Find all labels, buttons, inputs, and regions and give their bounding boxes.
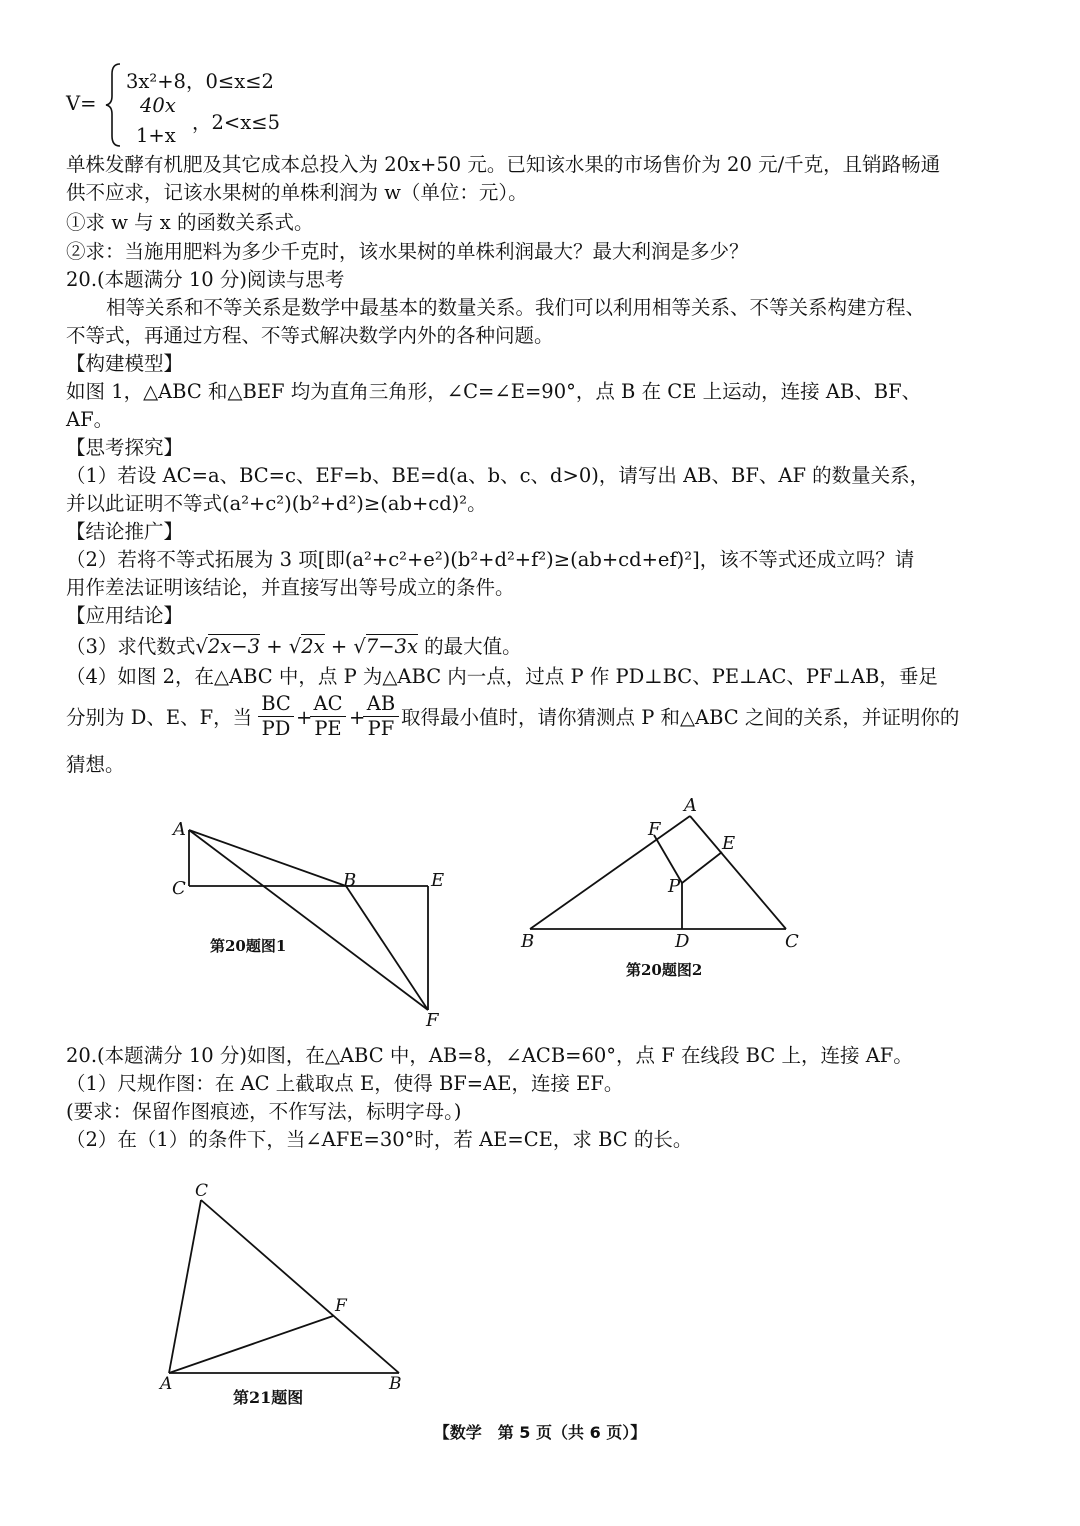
q19-item2: ②求：当施用肥料为多少千克时，该水果树的单株利润最大？最大利润是多少？ xyxy=(66,240,749,263)
fig3-label-c: C xyxy=(195,1181,209,1201)
segment-pe xyxy=(682,852,722,883)
page-footer: 【数学 第 5 页（共 6 页）】 xyxy=(433,1423,647,1442)
fraction-numerator: AB xyxy=(366,692,396,715)
sqrt-icon: √ xyxy=(195,635,208,658)
plus-sign-1: + xyxy=(266,635,283,658)
case2-condition: ，2<x≤5 xyxy=(192,111,280,134)
q19-line2: 供不应求，记该水果树的单株利润为 w（单位：元）。 xyxy=(66,181,528,204)
part4-prefix: 分别为 D、E、F，当 xyxy=(66,706,253,729)
fig1-label-b: B xyxy=(343,870,357,891)
fig1-label-f: F xyxy=(426,1010,439,1031)
plus-sign-2: + xyxy=(330,635,348,658)
fig2-label-p: P xyxy=(668,876,681,897)
fraction-denominator: PD xyxy=(261,717,291,740)
figure-1 xyxy=(189,830,428,1010)
segment-bf xyxy=(346,886,428,1010)
case2-numerator: 40x xyxy=(140,94,176,117)
part2-line1: （2）若将不等式拓展为 3 项[即(a²+c²+e²)(b²+d²+f²)≥(ab+cd+ef)²]，该不等式还成立吗？请 xyxy=(66,548,915,571)
heading-model: 【构建模型】 xyxy=(66,352,184,375)
sqrt-icon: √ xyxy=(353,635,366,658)
fig3-label-a: A xyxy=(160,1374,173,1394)
heading-explore: 【思考探究】 xyxy=(66,436,184,459)
heading-general: 【结论推广】 xyxy=(66,520,184,543)
fig2-label-c: C xyxy=(785,931,799,952)
q20a-title: 20.(本题满分 10 分)阅读与思考 xyxy=(66,268,345,291)
plus-sign-b: + xyxy=(349,706,366,729)
q20b-part1: （1）尺规作图：在 AC 上截取点 E，使得 BF=AE，连接 EF。 xyxy=(66,1072,624,1095)
radicand-2: 2x xyxy=(301,635,325,658)
fig2-label-e: E xyxy=(722,833,736,854)
part1-line1: （1）若设 AC=a、BC=c、EF=b、BE=d(a、b、c、d>0)，请写出 AB、BF、AF 的数量关系， xyxy=(66,464,930,487)
fraction-numerator: BC xyxy=(261,692,291,715)
q20b-part2: （2）在（1）的条件下，当∠AFE=30°时，若 AE=CE，求 BC 的长。 xyxy=(66,1128,693,1151)
part3-prefix: （3）求代数式 xyxy=(66,635,196,658)
q19-item1: ①求 w 与 x 的函数关系式。 xyxy=(66,211,314,234)
piecewise-lhs: V= xyxy=(66,92,97,115)
q20b-requirement: (要求：保留作图痕迹，不作写法，标明字母。) xyxy=(66,1100,462,1123)
q20b-title: 20.(本题满分 10 分)如图，在△ABC 中，AB=8，∠ACB=60°，点 F 在线段 BC 上，连接 AF。 xyxy=(66,1044,913,1067)
segment-ab xyxy=(530,816,690,929)
fig1-label-c: C xyxy=(172,878,186,899)
segment-cb xyxy=(201,1200,399,1373)
fig2-caption: 第20题图2 xyxy=(626,961,703,979)
heading-apply: 【应用结论】 xyxy=(66,604,184,627)
part1-line2: 并以此证明不等式(a²+c²)(b²+d²)≥(ab+cd)²。 xyxy=(66,492,487,515)
segment-ab xyxy=(189,830,346,886)
radicand-3: 7−3x xyxy=(365,635,418,658)
plus-sign-a: + xyxy=(296,706,313,729)
q20a-intro2: 不等式，再通过方程、不等式解决数学内外的各种问题。 xyxy=(66,324,554,347)
fraction-denominator: PF xyxy=(367,717,395,740)
q19-line1: 单株发酵有机肥及其它成本总投入为 20x+50 元。已知该水果的市场售价为 20 元/千克，且销路畅通 xyxy=(66,153,941,176)
fig2-label-d: D xyxy=(675,931,690,952)
model-line1: 如图 1，△ABC 和△BEF 均为直角三角形，∠C=∠E=90°，点 B 在 CE 上运动，连接 AB、BF、 xyxy=(66,380,922,403)
part3-suffix: 的最大值。 xyxy=(424,635,522,658)
radicand-1: 2x−3 xyxy=(207,635,261,658)
part4-suffix: 取得最小值时，请你猜测点 P 和△ABC 之间的关系，并证明你的 xyxy=(401,706,960,729)
part4-line1: （4）如图 2，在△ABC 中，点 P 为△ABC 内一点，过点 P 作 PD⊥BC、PE⊥AC、PF⊥AB，垂足 xyxy=(66,665,938,688)
case1: 3x²+8，0≤x≤2 xyxy=(126,70,274,93)
fig2-label-f: F xyxy=(648,819,661,840)
fig2-label-b: B xyxy=(521,931,535,952)
fig3-label-f: F xyxy=(335,1296,347,1316)
part4-line3: 猜想。 xyxy=(66,753,125,776)
segment-ac xyxy=(690,816,786,929)
fig3-caption: 第21题图 xyxy=(233,1388,304,1407)
fig1-caption: 第20题图1 xyxy=(210,937,287,955)
fraction-denominator: PE xyxy=(314,717,342,740)
model-line2: AF。 xyxy=(66,408,114,431)
fraction-numerator: AC xyxy=(313,692,343,715)
q20a-intro1: 相等关系和不等关系是数学中最基本的数量关系。我们可以利用相等关系、不等关系构建方程、 xyxy=(106,296,926,319)
case2-denominator: 1+x xyxy=(136,124,176,147)
fig1-label-e: E xyxy=(431,870,445,891)
sqrt-icon: √ xyxy=(288,635,302,658)
segment-af xyxy=(169,1316,333,1373)
fig1-label-a: A xyxy=(173,819,186,840)
part2-line2: 用作差法证明该结论，并直接写出等号成立的条件。 xyxy=(66,576,515,599)
fig3-label-b: B xyxy=(389,1374,402,1394)
segment-af xyxy=(189,830,428,1010)
fig2-label-a: A xyxy=(684,795,697,816)
figure-3 xyxy=(169,1200,399,1373)
segment-ac xyxy=(169,1200,201,1373)
